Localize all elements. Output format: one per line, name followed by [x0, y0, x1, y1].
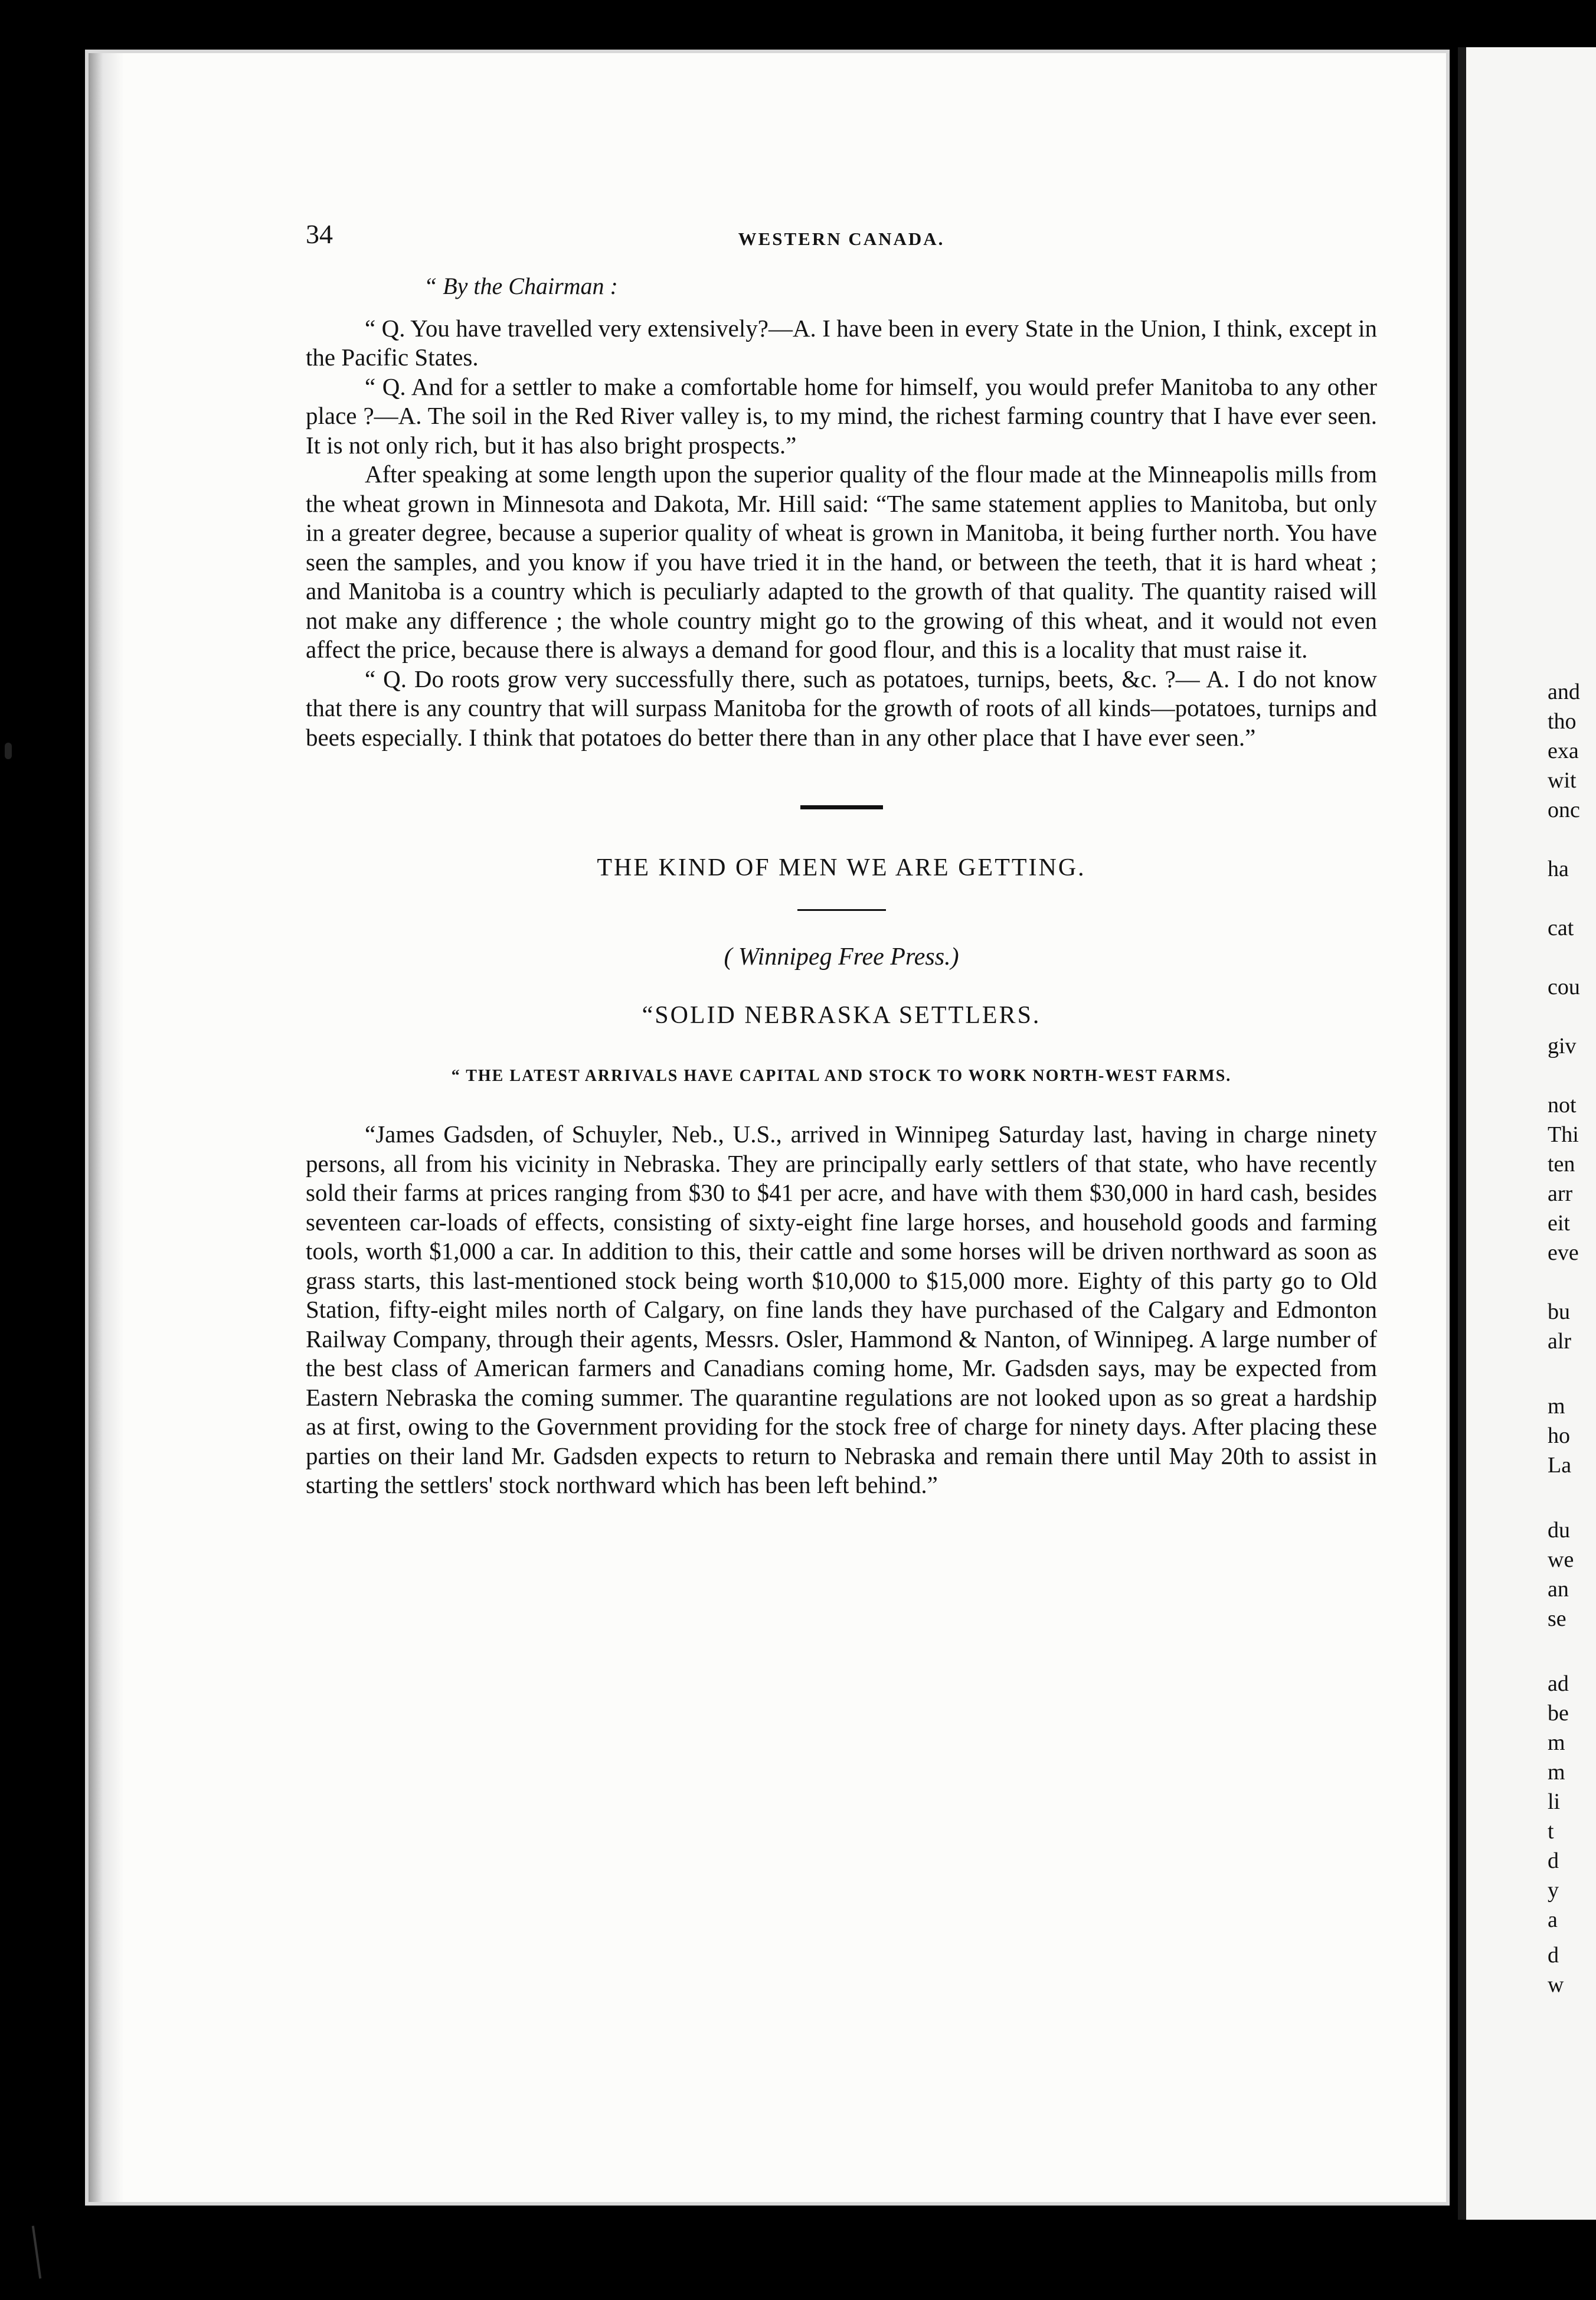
facing-page-fragment: cou — [1548, 975, 1580, 999]
section-divider — [800, 805, 883, 809]
facing-page-fragment: not — [1548, 1093, 1577, 1118]
facing-page-fragment: ha — [1548, 857, 1569, 881]
page-content — [306, 213, 1377, 1500]
running-head: WESTERN CANADA. — [738, 228, 945, 249]
facing-page-fragment: a — [1548, 1907, 1558, 1932]
interview-paragraph: “ Q. Do roots grow very successfully there, such as potatoes, turnips, beets, &c. ?— A. I do not know that there is any country that will surpass Manitoba for the growth of roots of all kinds—potatoes, turnips and beets especially. I think that potatoes do better there than in any other place that I have ever seen.” — [306, 665, 1377, 751]
facing-page-fragment: ad — [1548, 1671, 1569, 1696]
facing-page-fragment: and — [1548, 679, 1580, 704]
page-header — [306, 213, 1377, 272]
interview-paragraph: After speaking at some length upon the superior quality of the flour made at the Minneapolis mills from the wheat grown in Minnesota and Dakota, Mr. Hill said: “The same statement applies to Manitoba, but only in a greater degree, because a superior quality of wheat is grown in Manitoba, it being further north. You have seen the samples, and you know if you have tried it in the hand, or between the teeth, that it is hard wheat ; and Manitoba is a country which is peculiarly adapted to the growth of that quality. The quantity raised will not make any difference ; the whole country might go to the growing of this wheat, and it would not even affect the price, because there is always a demand for good flour, and this is a locality that must raise it. — [306, 460, 1377, 663]
facing-page-fragment: eve — [1548, 1240, 1579, 1265]
page-binding-shadow — [89, 53, 124, 2202]
facing-page-fragment: ten — [1548, 1152, 1575, 1177]
facing-page-fragment: an — [1548, 1577, 1569, 1602]
article-source: ( Winnipeg Free Press.) — [724, 943, 959, 971]
chairman-label: “ By the Chairman : — [424, 273, 618, 299]
facing-page-fragment: tho — [1548, 709, 1577, 734]
facing-page-fragment: du — [1548, 1518, 1570, 1543]
facing-page-fragment: eit — [1548, 1211, 1570, 1236]
facing-page-fragment: m — [1548, 1394, 1565, 1419]
facing-page-fragment: li — [1548, 1789, 1561, 1814]
facing-page-fragment: alr — [1548, 1329, 1572, 1354]
facing-page-fragment: m — [1548, 1730, 1565, 1755]
facing-page-fragment: ho — [1548, 1423, 1570, 1448]
facing-page-fragment: arr — [1548, 1181, 1573, 1206]
article-body: “James Gadsden, of Schuyler, Neb., U.S., arrived in Winnipeg Saturday last, having in charge ninety persons, all from his vicinity in Nebraska. They are principally early settlers of that state, who have recently sold their farms at prices ranging from $30 to $41 per acre, and have with them $30,000 in hard cash, besides seventeen car-loads of effects, consisting of sixty-eight fine large horses, and household goods and farming tools, worth $1,000 a car. In addition to this, their cattle and some horses will be driven northward as soon as grass starts, this last-mentioned stock being worth $10,000 to $15,000 more. Eighty of this party go to Old Station, fifty-eight miles north of Calgary, on fine lands they have purchased of the Calgary and Edmonton Railway Company, through their agents, Messrs. Osler, Hammond & Nanton, of Winnipeg. A large number of the best class of American farmers and Canadians coming home, Mr. Gadsden says, may be expected from Eastern Nebraska the coming summer. The quarantine regulations are not looked upon as so great a hardship as at first, owing to the Government providing for the stock free of charge for ninety days. After placing these parties on their land Mr. Gadsden expects to return to Nebraska and remain there until May 20th to assist in starting the settlers' stock northward which has been left behind.” — [306, 1120, 1377, 1498]
facing-page-fragment: be — [1548, 1701, 1569, 1726]
facing-page-fragment: y — [1548, 1878, 1559, 1903]
facing-page-fragment: giv — [1548, 1034, 1577, 1058]
page-number: 34 — [306, 219, 333, 249]
facing-page-gutter — [1458, 47, 1466, 2220]
heading-rule — [797, 909, 886, 911]
facing-page-fragment: wit — [1548, 768, 1577, 793]
interview-paragraph: “ Q. You have travelled very extensively?—A. I have been in every State in the Union, I think, except in the Pacific States. — [306, 314, 1377, 371]
facing-page-fragment: La — [1548, 1453, 1572, 1478]
facing-page-fragment: we — [1548, 1547, 1574, 1572]
facing-page-fragment: d — [1548, 1943, 1559, 1968]
scan-artifact — [32, 2226, 41, 2279]
facing-page-fragment: se — [1548, 1606, 1566, 1631]
facing-page-fragment: cat — [1548, 916, 1574, 940]
scan-artifact — [5, 743, 12, 759]
facing-page-strip — [1458, 47, 1596, 2220]
facing-page-fragment: bu — [1548, 1299, 1570, 1324]
facing-page-fragment: m — [1548, 1760, 1565, 1785]
interview-paragraph: “ Q. And for a settler to make a comfortable home for himself, you would prefer Manitoba to any other place ?—A. The soil in the Red River valley is, to my mind, the richest farming country that I have ever seen. It is not only rich, but it has also bright prospects.” — [306, 373, 1377, 459]
article-subheading: “SOLID NEBRASKA SETTLERS. — [642, 1002, 1041, 1029]
facing-page-fragment: onc — [1548, 798, 1580, 822]
facing-page-fragment: t — [1548, 1819, 1554, 1844]
facing-page-fragment: d — [1548, 1848, 1559, 1873]
facing-page-fragment: exa — [1548, 739, 1579, 763]
article-subsubheading: “ THE LATEST ARRIVALS HAVE CAPITAL AND STOCK TO WORK NORTH-WEST FARMS. — [451, 1066, 1232, 1085]
article-heading: THE KIND OF MEN WE ARE GETTING. — [597, 854, 1086, 881]
facing-page-fragment: w — [1548, 1972, 1564, 1997]
facing-page-fragment: Thi — [1548, 1122, 1579, 1147]
